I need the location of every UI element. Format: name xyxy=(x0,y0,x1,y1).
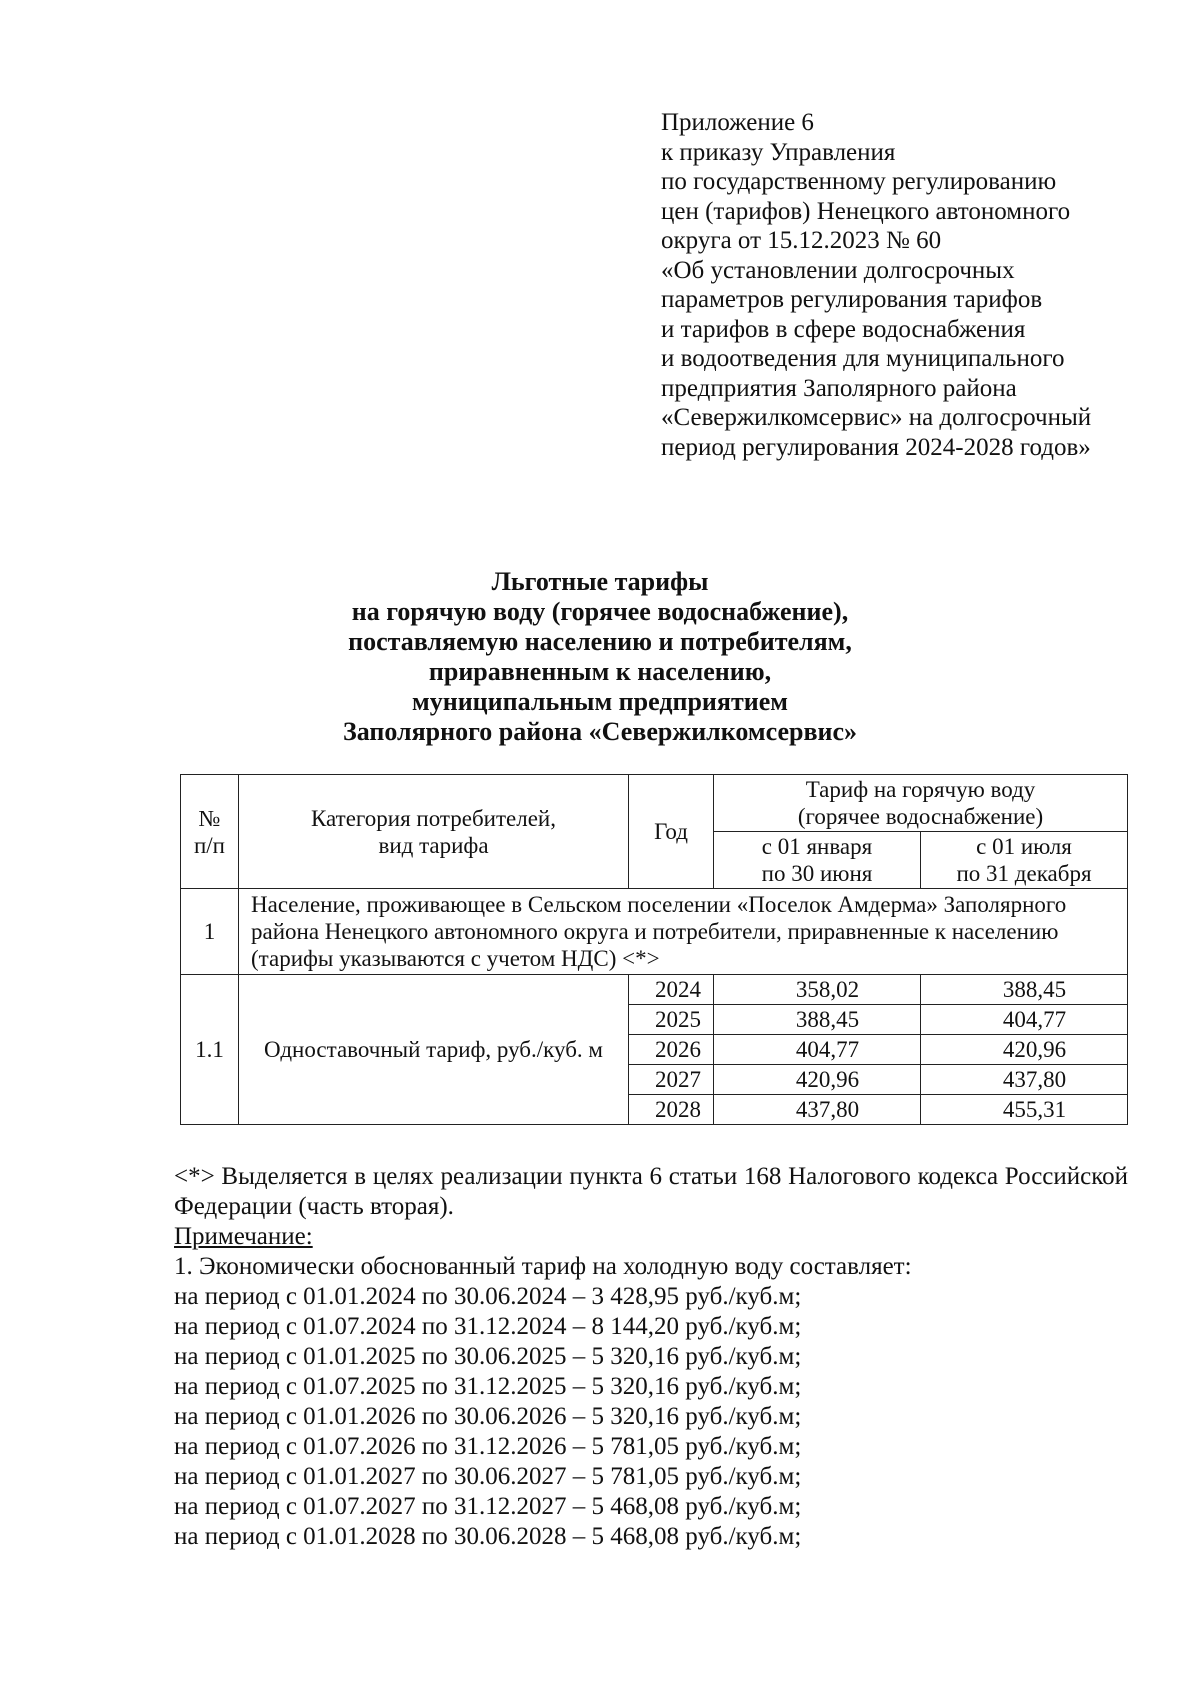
tariff-cell-h1: 437,80 xyxy=(714,1095,921,1125)
title-line: на горячую воду (горячее водоснабжение), xyxy=(351,597,849,626)
note-period-line: на период с 01.07.2025 по 31.12.2025 – 5 320,16 руб./куб.м; xyxy=(174,1373,802,1400)
section-line: (тарифы указываются с учетом НДС) <*> xyxy=(251,946,660,971)
subsection-num: 1.1 xyxy=(181,975,239,1125)
appendix-line: «Об установлении долгосрочных xyxy=(661,256,1015,284)
note-period-line: на период с 01.01.2024 по 30.06.2024 – 3 428,95 руб./куб.м; xyxy=(174,1283,802,1310)
year-cell: 2028 xyxy=(629,1095,714,1125)
table-row xyxy=(181,975,1128,1005)
appendix-line: период регулирования 2024-2028 годов» xyxy=(661,433,1091,461)
appendix-line: округа от 15.12.2023 № 60 xyxy=(661,227,942,254)
note-period-line: на период с 01.07.2024 по 31.12.2024 – 8 144,20 руб./куб.м; xyxy=(174,1313,802,1340)
header-tariff-line: (горячее водоснабжение) xyxy=(797,804,1044,829)
title-line: муниципальным предприятием xyxy=(412,687,788,716)
header-period-2 xyxy=(921,832,1128,889)
appendix-line: по государственному регулированию xyxy=(661,168,1057,195)
note-period-line: на период с 01.07.2027 по 31.12.2027 – 5 468,08 руб./куб.м; xyxy=(174,1493,802,1520)
note-period-line: на период с 01.07.2026 по 31.12.2026 – 5 781,05 руб./куб.м; xyxy=(174,1433,802,1460)
header-period-line: с 01 января xyxy=(761,834,873,859)
year-cell: 2026 xyxy=(629,1035,714,1065)
year-cell: 2027 xyxy=(629,1065,714,1095)
title-line: поставляемую населению и потребителям, xyxy=(348,627,852,656)
subsection-label: Одноставочный тариф, руб./куб. м xyxy=(239,975,629,1125)
header-category-line: вид тарифа xyxy=(378,832,489,858)
appendix-line: предприятия Заполярного района xyxy=(661,374,1017,402)
note-period-line: на период с 01.01.2027 по 30.06.2027 – 5 781,05 руб./куб.м; xyxy=(174,1463,802,1490)
title-line: Льготные тарифы xyxy=(491,567,709,596)
section-line: Население, проживающее в Сельском поселении «Поселок Амдерма» Заполярного xyxy=(251,892,1067,917)
header-period-line: по 31 декабря xyxy=(956,861,1092,886)
appendix-header xyxy=(661,108,1181,462)
header-num-line: № xyxy=(198,805,221,831)
appendix-line: параметров регулирования тарифов xyxy=(661,286,1043,313)
header-tariff-line: Тариф на горячую воду xyxy=(805,777,1036,802)
tariff-cell-h1: 404,77 xyxy=(714,1035,921,1065)
footnote-text: <*> Выделяется в целях реализации пункта 6 статьи 168 Налогового кодекса Российской Федерации (часть вторая). xyxy=(174,1163,1128,1220)
header-category-line: Категория потребителей, xyxy=(311,805,556,831)
tariff-cell-h2: 455,31 xyxy=(921,1095,1128,1125)
header-period-line: с 01 июля xyxy=(976,834,1072,859)
title-line: приравненным к населению, xyxy=(428,657,772,686)
note-period-line: на период с 01.01.2026 по 30.06.2026 – 5 320,16 руб./куб.м; xyxy=(174,1403,802,1430)
appendix-line: Приложение 6 xyxy=(661,109,814,136)
appendix-line: к приказу Управления xyxy=(661,138,896,166)
document-title xyxy=(150,567,1050,747)
header-period-line: по 30 июня xyxy=(761,861,873,886)
appendix-line: «Севержилкомсервис» на долгосрочный xyxy=(661,404,1092,431)
appendix-line: цен (тарифов) Ненецкого автономного xyxy=(661,197,1071,225)
header-year: Год xyxy=(629,775,714,889)
note-period-line: на период с 01.01.2025 по 30.06.2025 – 5 320,16 руб./куб.м; xyxy=(174,1343,802,1370)
tariff-cell-h1: 358,02 xyxy=(714,975,921,1005)
appendix-line: и водоотведения для муниципального xyxy=(661,345,1065,372)
tariff-cell-h1: 388,45 xyxy=(714,1005,921,1035)
section-line: района Ненецкого автономного округа и потребители, приравненные к населению xyxy=(251,919,1059,944)
section-num: 1 xyxy=(181,889,239,975)
tariff-cell-h2: 437,80 xyxy=(921,1065,1128,1095)
table-section-row xyxy=(181,889,1128,975)
header-num xyxy=(181,775,239,889)
tariff-cell-h2: 388,45 xyxy=(921,975,1128,1005)
tariff-cell-h2: 420,96 xyxy=(921,1035,1128,1065)
tariff-cell-h1: 420,96 xyxy=(714,1065,921,1095)
tariff-cell-h2: 404,77 xyxy=(921,1005,1128,1035)
table-header-row xyxy=(181,775,1128,832)
header-category xyxy=(239,775,629,889)
note-item: 1. Экономически обоснованный тариф на холодную воду составляет: xyxy=(174,1253,912,1280)
header-num-line: п/п xyxy=(193,832,225,858)
year-cell: 2025 xyxy=(629,1005,714,1035)
title-line: Заполярного района «Севержилкомсервис» xyxy=(342,717,858,746)
appendix-line: и тарифов в сфере водоснабжения xyxy=(661,315,1026,343)
footnote-block xyxy=(174,1162,1128,1552)
header-tariff-group xyxy=(714,775,1128,832)
note-period-line: на период с 01.01.2028 по 30.06.2028 – 5 468,08 руб./куб.м; xyxy=(174,1523,802,1550)
year-cell: 2024 xyxy=(629,975,714,1005)
header-period-1 xyxy=(714,832,921,889)
note-title: Примечание: xyxy=(174,1223,313,1250)
section-description xyxy=(239,889,1128,975)
tariff-table xyxy=(180,774,1128,1125)
